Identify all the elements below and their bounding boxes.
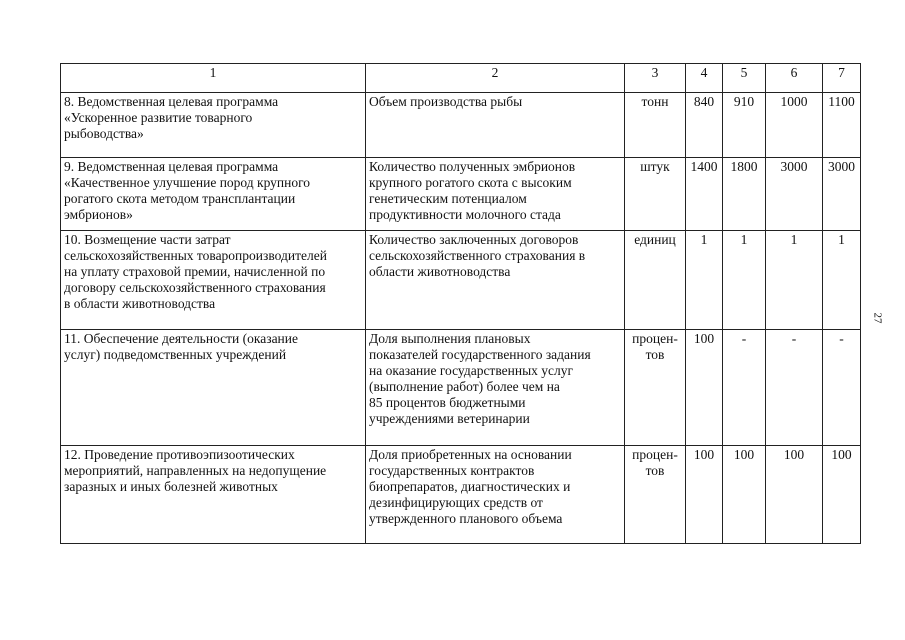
value-cell: 910 bbox=[723, 93, 766, 158]
indicator-cell: Количество заключенных договоров сельскохозяйственного страхования в области животноводства bbox=[366, 231, 625, 330]
header-cell-4: 4 bbox=[686, 64, 723, 93]
activity-cell: 8. Ведомственная целевая программа «Ускоренное развитие товарного рыбоводства» bbox=[61, 93, 366, 158]
table-row bbox=[61, 93, 861, 158]
value-cell: 1 bbox=[823, 231, 861, 330]
unit-cell: тонн bbox=[625, 93, 686, 158]
value-cell: - bbox=[766, 330, 823, 446]
value-cell: 100 bbox=[766, 446, 823, 544]
activity-cell: 11. Обеспечение деятельности (оказание услуг) подведомственных учреждений bbox=[61, 330, 366, 446]
value-cell: 100 bbox=[686, 330, 723, 446]
unit-cell: штук bbox=[625, 158, 686, 231]
table-row bbox=[61, 446, 861, 544]
value-cell: - bbox=[823, 330, 861, 446]
header-cell-7: 7 bbox=[823, 64, 861, 93]
activity-cell: 12. Проведение противоэпизоотических мероприятий, направленных на недопущение заразных и иных болезней животных bbox=[61, 446, 366, 544]
value-cell: 100 bbox=[686, 446, 723, 544]
unit-cell: единиц bbox=[625, 231, 686, 330]
value-cell: 3000 bbox=[766, 158, 823, 231]
activity-cell: 9. Ведомственная целевая программа «Качественное улучшение пород крупного рогатого скота методом трансплантации эмбрионов» bbox=[61, 158, 366, 231]
value-cell: 1400 bbox=[686, 158, 723, 231]
table-row bbox=[61, 158, 861, 231]
value-cell: 1800 bbox=[723, 158, 766, 231]
unit-cell: процен- тов bbox=[625, 446, 686, 544]
activity-cell: 10. Возмещение части затрат сельскохозяйственных товаропроизводителей на уплату страховой премии, начисленной по договору сельскохозяйственного страхования в области животноводства bbox=[61, 231, 366, 330]
header-cell-6: 6 bbox=[766, 64, 823, 93]
value-cell: 1 bbox=[686, 231, 723, 330]
indicator-cell: Количество полученных эмбрионов крупного рогатого скота с высоким генетическим потенциалом продуктивности молочного стада bbox=[366, 158, 625, 231]
indicator-cell: Доля приобретенных на основании государственных контрактов биопрепаратов, диагностических и дезинфицирующих средств от утвержденного планового объема bbox=[366, 446, 625, 544]
table-row bbox=[61, 231, 861, 330]
header-row bbox=[61, 64, 861, 93]
value-cell: 840 bbox=[686, 93, 723, 158]
value-cell: 100 bbox=[823, 446, 861, 544]
indicator-cell: Доля выполнения плановых показателей государственного задания на оказание государственных услуг (выполнение работ) более чем на 85 процентов бюджетными учреждениями ветеринарии bbox=[366, 330, 625, 446]
value-cell: 1000 bbox=[766, 93, 823, 158]
value-cell: 1 bbox=[766, 231, 823, 330]
value-cell: 1 bbox=[723, 231, 766, 330]
header-cell-1: 1 bbox=[61, 64, 366, 93]
indicators-table bbox=[60, 63, 861, 544]
value-cell: - bbox=[723, 330, 766, 446]
value-cell: 3000 bbox=[823, 158, 861, 231]
header-cell-5: 5 bbox=[723, 64, 766, 93]
header-cell-2: 2 bbox=[366, 64, 625, 93]
page-number: 27 bbox=[871, 312, 884, 324]
value-cell: 1100 bbox=[823, 93, 861, 158]
header-cell-3: 3 bbox=[625, 64, 686, 93]
indicator-cell: Объем производства рыбы bbox=[366, 93, 625, 158]
value-cell: 100 bbox=[723, 446, 766, 544]
table-row bbox=[61, 330, 861, 446]
unit-cell: процен- тов bbox=[625, 330, 686, 446]
